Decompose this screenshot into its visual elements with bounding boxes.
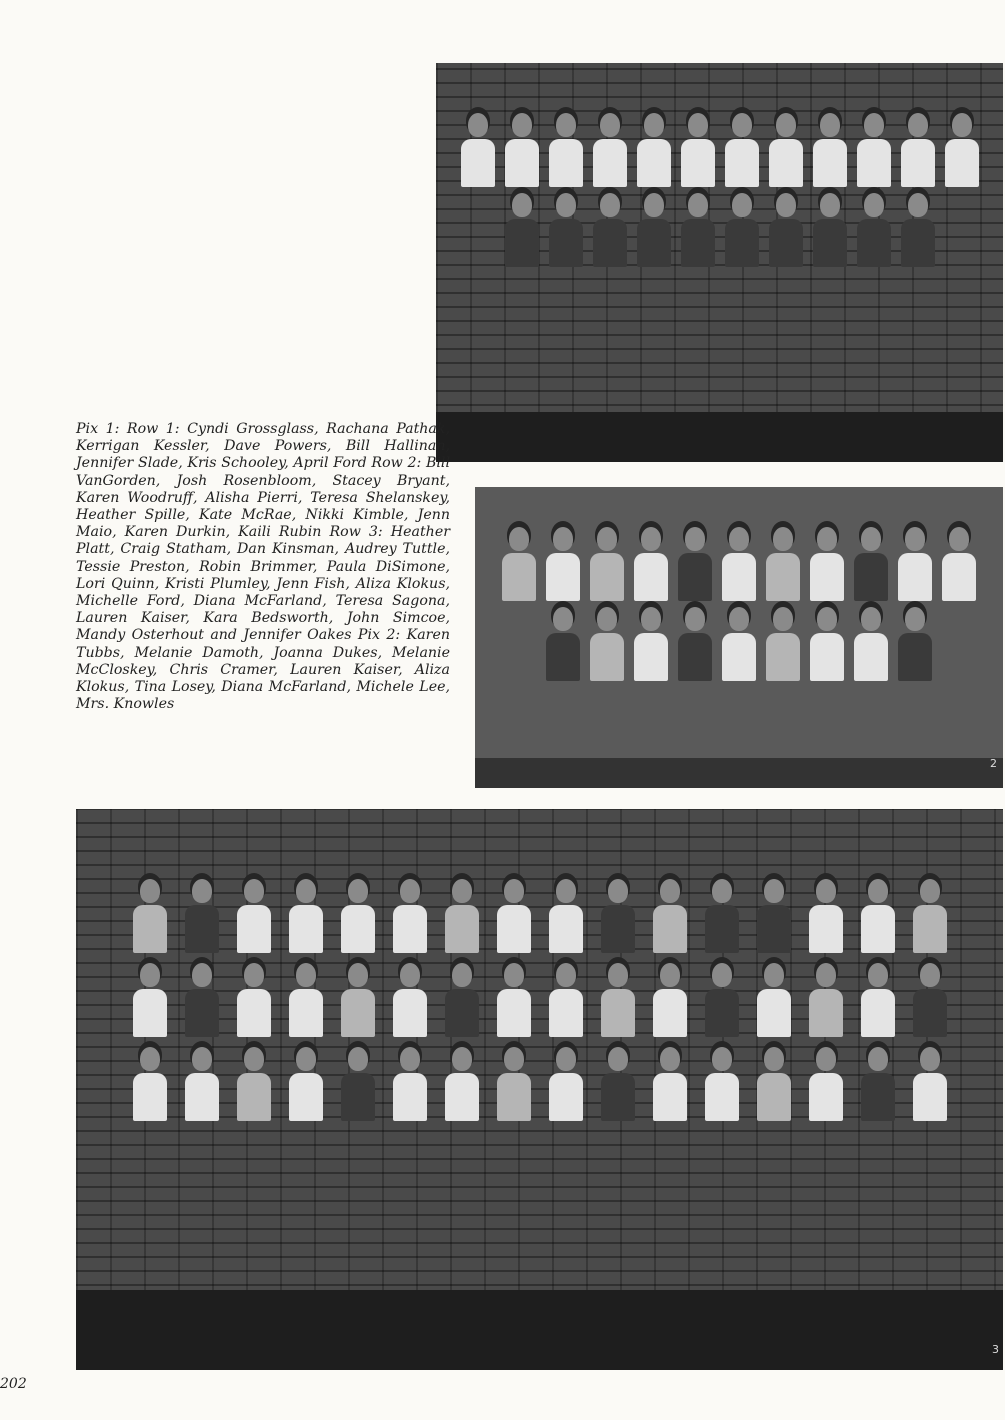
person [289, 879, 323, 953]
photo-2-group [475, 487, 1003, 788]
person [810, 527, 844, 601]
person [722, 527, 756, 601]
person [861, 963, 895, 1037]
person [549, 193, 583, 267]
person [601, 963, 635, 1037]
person [945, 113, 979, 187]
person [590, 607, 624, 681]
person [445, 879, 479, 953]
person [237, 879, 271, 953]
person [854, 527, 888, 601]
photo-3-large-group [76, 809, 1003, 1370]
person [505, 113, 539, 187]
floor [76, 1290, 1003, 1370]
person [185, 879, 219, 953]
person [445, 1047, 479, 1121]
person [634, 607, 668, 681]
person [445, 963, 479, 1037]
person [133, 879, 167, 953]
person [393, 1047, 427, 1121]
person [861, 1047, 895, 1121]
person [757, 963, 791, 1037]
person [341, 963, 375, 1037]
person [546, 607, 580, 681]
person [341, 1047, 375, 1121]
person [725, 193, 759, 267]
person [861, 879, 895, 953]
person [289, 1047, 323, 1121]
person [653, 963, 687, 1037]
person [634, 527, 668, 601]
person [289, 963, 323, 1037]
person [757, 1047, 791, 1121]
person [133, 1047, 167, 1121]
person [593, 113, 627, 187]
photo-number: 3 [992, 1343, 999, 1356]
person [757, 879, 791, 953]
person [653, 1047, 687, 1121]
person [678, 527, 712, 601]
person [505, 193, 539, 267]
person [809, 963, 843, 1037]
page-number: 202 [0, 1376, 27, 1392]
person [678, 607, 712, 681]
person [497, 879, 531, 953]
person [590, 527, 624, 601]
person [393, 963, 427, 1037]
person [769, 193, 803, 267]
person [341, 879, 375, 953]
person [497, 963, 531, 1037]
person [461, 113, 495, 187]
person [185, 1047, 219, 1121]
choir-group [436, 113, 1003, 267]
person [593, 193, 627, 267]
person [857, 113, 891, 187]
person [901, 193, 935, 267]
person [857, 193, 891, 267]
group-members [76, 879, 1003, 1121]
person [913, 879, 947, 953]
person [813, 113, 847, 187]
person [913, 963, 947, 1037]
person [898, 527, 932, 601]
person [705, 879, 739, 953]
person [722, 607, 756, 681]
person [637, 193, 671, 267]
person [913, 1047, 947, 1121]
person [810, 607, 844, 681]
person [549, 113, 583, 187]
person [502, 527, 536, 601]
person [546, 527, 580, 601]
person [601, 879, 635, 953]
photo-1-choir [436, 63, 1003, 462]
floor [475, 758, 1003, 788]
photo-number: 2 [990, 757, 997, 770]
group-members [475, 527, 1003, 681]
person [725, 113, 759, 187]
person [237, 963, 271, 1037]
person [769, 113, 803, 187]
person [766, 527, 800, 601]
person [813, 193, 847, 267]
person [133, 963, 167, 1037]
person [653, 879, 687, 953]
person [705, 963, 739, 1037]
person [681, 113, 715, 187]
person [393, 879, 427, 953]
person [809, 1047, 843, 1121]
person [809, 879, 843, 953]
person [854, 607, 888, 681]
photo-caption: Pix 1: Row 1: Cyndi Grossglass, Rachana Pathak, Kerrigan Kessler, Dave Powers, Bill Hallinan, Jennifer Slade, Kris Schooley, April Ford Row 2: Bill VanGorden, Josh Rosenbloom, Stacey Bryant, Karen Woodruff, Alisha Pierri, Teresa Shelanskey, Heather Spille, Kate McRae, Nikki Kimble, Jenn Maio, Karen Durkin, Kaili Rubin Row 3: Heather Platt, Craig Statham, Dan Kinsman, Audrey Tuttle, Tessie Preston, Robin Brimmer, Paula DiSimone, Lori Quinn, Kristi Plumley, Jenn Fish, Aliza Klokus, Michelle Ford, Diana McFarland, Teresa Sagona, Lauren Kaiser, Kara Bedsworth, John Simcoe, Mandy Osterhout and Jennifer Oakes Pix 2: Karen Tubbs, Melanie Damoth, Joanna Dukes, Melanie McCloskey, Chris Cramer, Lauren Kaiser, Aliza Klokus, Tina Losey, Diana McFarland, Michele Lee, Mrs. Knowles [76, 421, 450, 713]
person [185, 963, 219, 1037]
person [681, 193, 715, 267]
person [705, 1047, 739, 1121]
person [601, 1047, 635, 1121]
person [942, 527, 976, 601]
person [766, 607, 800, 681]
person [901, 113, 935, 187]
person [637, 113, 671, 187]
person [549, 963, 583, 1037]
person [497, 1047, 531, 1121]
person [549, 1047, 583, 1121]
person [549, 879, 583, 953]
person [237, 1047, 271, 1121]
person [898, 607, 932, 681]
floor [436, 412, 1003, 462]
